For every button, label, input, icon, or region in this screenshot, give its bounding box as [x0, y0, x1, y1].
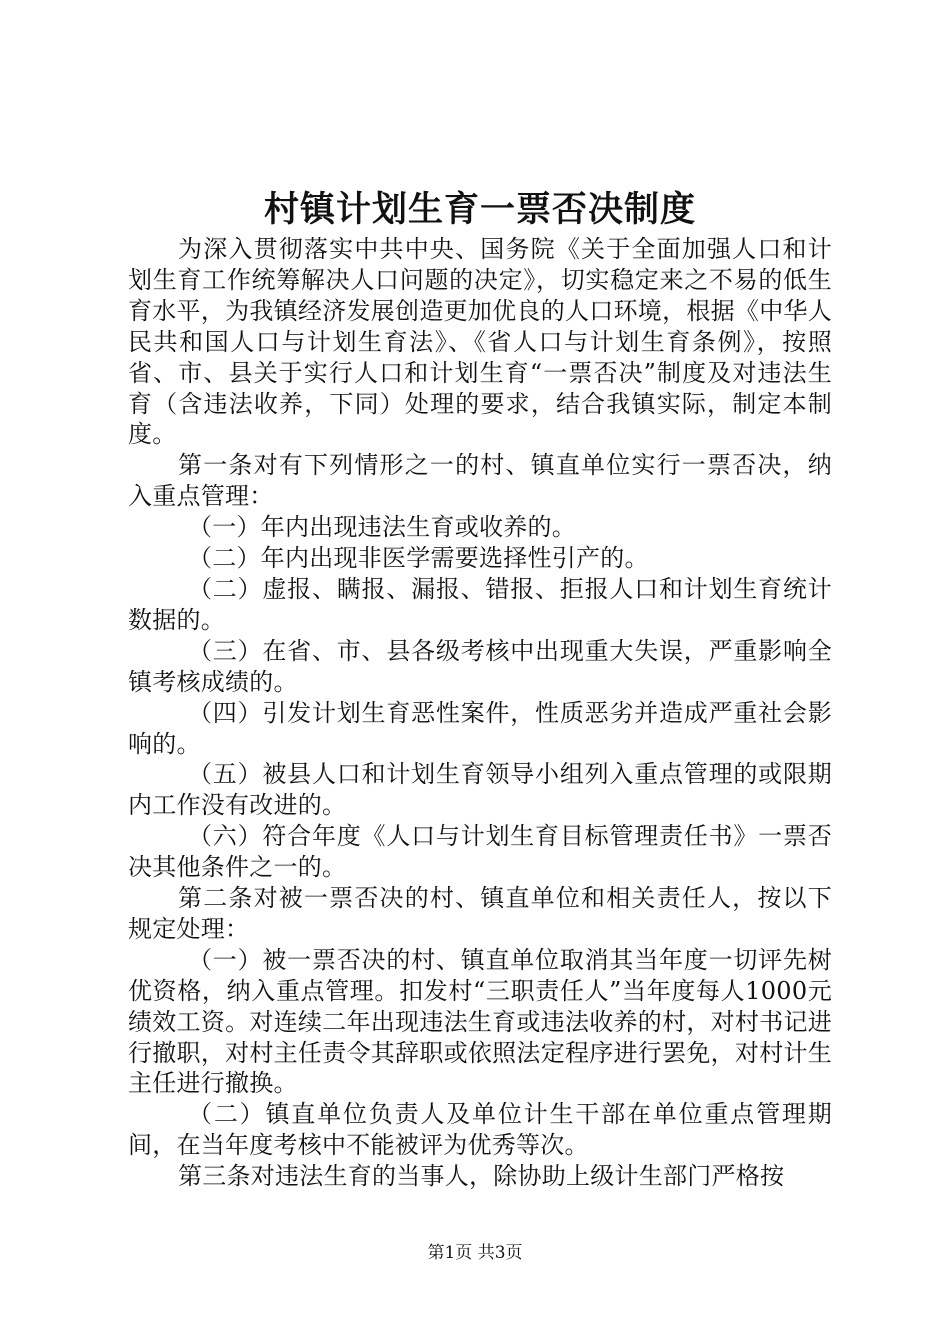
- paragraph-article-1: 第一条对有下列情形之一的村、镇直单位实行一票否决，纳入重点管理：: [128, 451, 832, 511]
- paragraph-item: （五）被县人口和计划生育领导小组列入重点管理的或限期内工作没有改进的。: [128, 760, 832, 820]
- paragraph-article-2: 第二条对被一票否决的村、镇直单位和相关责任人，按以下规定处理：: [128, 884, 832, 943]
- page-number-footer: 第1页 共3页: [427, 1243, 523, 1263]
- document-body: [128, 234, 832, 1192]
- paragraph-item: （一）年内出现违法生育或收养的。: [188, 513, 576, 542]
- paragraph-item: （六）符合年度《人口与计划生育目标管理责任书》一票否决其他条件之一的。: [128, 822, 832, 882]
- document-page: [128, 0, 832, 1344]
- paragraph-item: （二）年内出现非医学需要选择性引产的。: [188, 544, 649, 573]
- page-title: 村镇计划生育一票否决制度: [263, 189, 696, 230]
- paragraph-item: （四）引发计划生育恶性案件，性质恶劣并造成严重社会影响的。: [128, 698, 832, 758]
- paragraph-item: （二）虚报、瞒报、漏报、错报、拒报人口和计划生育统计数据的。: [128, 574, 832, 634]
- paragraph-preamble: 为深入贯彻落实中共中央、国务院《关于全面加强人口和计划生育工作统筹解决人口问题的决定》，切实稳定来之不易的低生育水平，为我镇经济发展创造更加优良的人口环境，根据《中华人民共和国人口与计划生育法》、《省人口与计划生育条例》，按照省、市、县关于实行人口和计划生育“一票否决”制度及对违法生育（含违法收养，下同）处理的要求，结合我镇实际，制定本制度。: [128, 235, 832, 449]
- paragraph-item: （二）镇直单位负责人及单位计生干部在单位重点管理期间，在当年度考核中不能被评为优秀等次。: [128, 1100, 832, 1160]
- paragraph-article-3: 第三条对违法生育的当事人，除协助上级计生部门严格按: [178, 1162, 785, 1191]
- paragraph-item: （一）被一票否决的村、镇直单位取消其当年度一切评先树优资格，纳入重点管理。扣发村“三职责任人”当年度每人1000元绩效工资。对连续二年出现违法生育或违法收养的村，对村书记进行撤职，对村主任责令其辞职或依照法定程序进行罢免，对村计生主任进行撤换。: [128, 945, 832, 1098]
- paragraph-item: （三）在省、市、县各级考核中出现重大失误，严重影响全镇考核成绩的。: [128, 636, 832, 696]
